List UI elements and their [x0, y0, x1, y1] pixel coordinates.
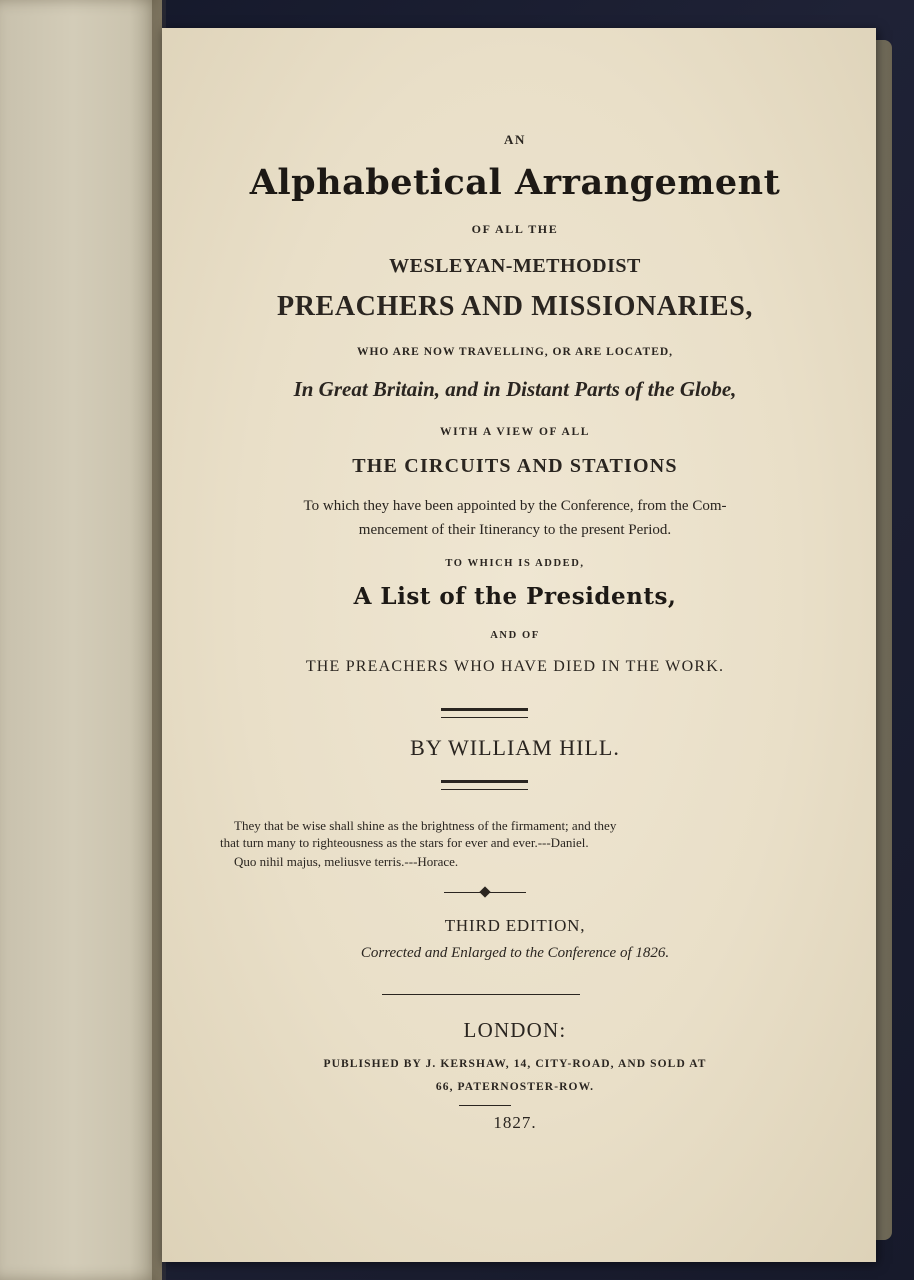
year-line: 1827.	[493, 1113, 537, 1132]
publisher-line-2: 66, PATERNOSTER-ROW.	[435, 1081, 595, 1093]
ornament-diamond-icon	[479, 886, 490, 897]
quote-line-2: that turn many to righteousness as the stars for ever and ever.---Daniel.	[220, 835, 589, 850]
title-an: AN	[504, 132, 526, 147]
left-endpaper	[0, 0, 162, 1280]
publisher-line-1: PUBLISHED BY J. KERSHAW, 14, CITY-ROAD, AND SOLD AT	[323, 1058, 707, 1070]
thin-rule	[382, 994, 580, 995]
quote-line-3: Quo nihil majus, meliusve terris.---Horace.	[234, 854, 459, 869]
corrected-line: Corrected and Enlarged to the Conference of 1826.	[360, 945, 670, 961]
city-line: LONDON:	[463, 1018, 567, 1042]
year-rule	[459, 1105, 511, 1106]
now-travelling-line: WHO ARE NOW TRAVELLING, OR ARE LOCATED,	[356, 346, 674, 358]
author-line: BY WILLIAM HILL.	[410, 735, 620, 760]
quote-line-1: They that be wise shall shine as the brightness of the firmament; and they	[234, 818, 617, 833]
circuits-heading: THE CIRCUITS AND STATIONS	[352, 455, 678, 477]
appointed-line-1: To which they have been appointed by the Conference, from the Com-	[303, 498, 727, 514]
presidents-heading: A List of the Presidents,	[353, 583, 677, 610]
denomination-heading: WESLEYAN-METHODIST	[389, 255, 641, 277]
to-which-added-line: TO WHICH IS ADDED,	[445, 558, 585, 569]
double-rule-bottom	[441, 780, 528, 790]
appointed-line-2: mencement of their Itinerancy to the present Period.	[358, 522, 672, 538]
and-of-line: AND OF	[490, 630, 540, 641]
title-page	[162, 28, 876, 1262]
died-line: THE PREACHERS WHO HAVE DIED IN THE WORK.	[305, 658, 725, 675]
preachers-heading: PREACHERS AND MISSIONARIES,	[277, 291, 753, 322]
double-rule-top	[441, 708, 528, 718]
edition-line: THIRD EDITION,	[444, 916, 586, 935]
subtitle-of-all-the: OF ALL THE	[471, 222, 559, 236]
with-view-line: WITH A VIEW OF ALL	[439, 426, 591, 438]
locations-line: In Great Britain, and in Distant Parts of the Globe,	[293, 377, 737, 401]
main-title: Alphabetical Arrangement	[249, 162, 781, 203]
